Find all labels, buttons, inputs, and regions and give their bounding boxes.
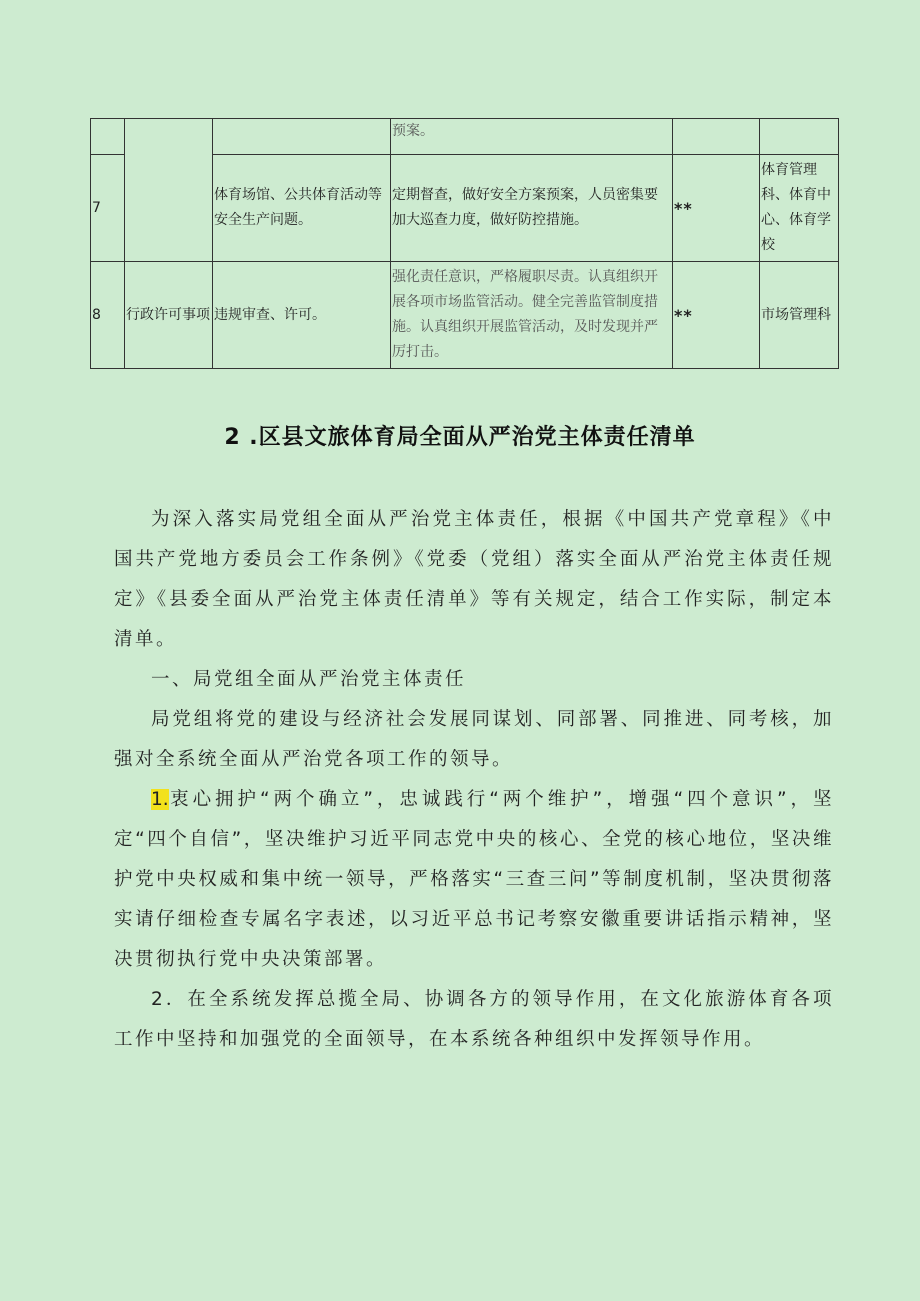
risk-cell: 违规审查、许可。: [213, 262, 391, 369]
paragraph: 局党组将党的建设与经济社会发展同谋划、同部署、同推进、同考核，加强对全系统全面从严治党各项工作的领导。: [114, 709, 834, 770]
highlighted-number: 1.: [151, 789, 169, 810]
section-title: 2 .区县文旅体育局全面从严治党主体责任清单: [224, 425, 696, 450]
row-number-cell: 7: [91, 155, 125, 262]
subheading: 一、局党组全面从严治党主体责任: [151, 669, 467, 690]
dept-cell: 体育管理科、体育中心、体育学校: [760, 155, 839, 262]
level-cell: [673, 119, 760, 155]
level-cell: **: [673, 262, 760, 369]
section-body: [114, 500, 834, 1060]
row-number-cell: 8: [91, 262, 125, 369]
risk-cell: 体育场馆、公共体育活动等安全生产问题。: [213, 155, 391, 262]
table-row: [91, 119, 839, 155]
table-row: [91, 262, 839, 369]
list-item-text: 衷心拥护“两个确立”，忠诚践行“两个维护”，增强“四个意识”，坚定“四个自信”，坚决维护习近平同志党中央的核心、全党的核心地位，坚决维护党中央权威和集中统一领导，严格落实“三查三问”等制度机制，坚决贯彻落实请仔细检查专属名字表述，以习近平总书记考察安徽重要讲话指示精神，坚决贯彻执行党中央决策部署。: [114, 789, 834, 970]
measure-cell: 强化责任意识，严格履职尽责。认真组织开展各项市场监管活动。健全完善监管制度措施。认真组织开展监管活动，及时发现并严厉打击。: [391, 262, 673, 369]
intro-paragraph: 为深入落实局党组全面从严治党主体责任，根据《中国共产党章程》《中国共产党地方委员会工作条例》《党委（党组）落实全面从严治党主体责任规定》《县委全面从严治党主体责任清单》等有关规定，结合工作实际，制定本清单。: [114, 509, 834, 650]
item-cell: [125, 119, 213, 262]
dept-cell: 市场管理科: [760, 262, 839, 369]
row-number-cell: [91, 119, 125, 155]
item-cell: 行政许可事项: [125, 262, 213, 369]
dept-cell: [760, 119, 839, 155]
list-item: [114, 780, 834, 980]
level-cell: **: [673, 155, 760, 262]
risk-cell: [213, 119, 391, 155]
responsibility-table: [90, 118, 839, 369]
measure-cell: 定期督查，做好安全方案预案，人员密集要加大巡查力度，做好防控措施。: [391, 155, 673, 262]
measure-cell: 预案。: [391, 119, 673, 155]
list-item: 2．在全系统发挥总揽全局、协调各方的领导作用，在文化旅游体育各项工作中坚持和加强党的全面领导，在本系统各种组织中发挥领导作用。: [114, 989, 834, 1050]
